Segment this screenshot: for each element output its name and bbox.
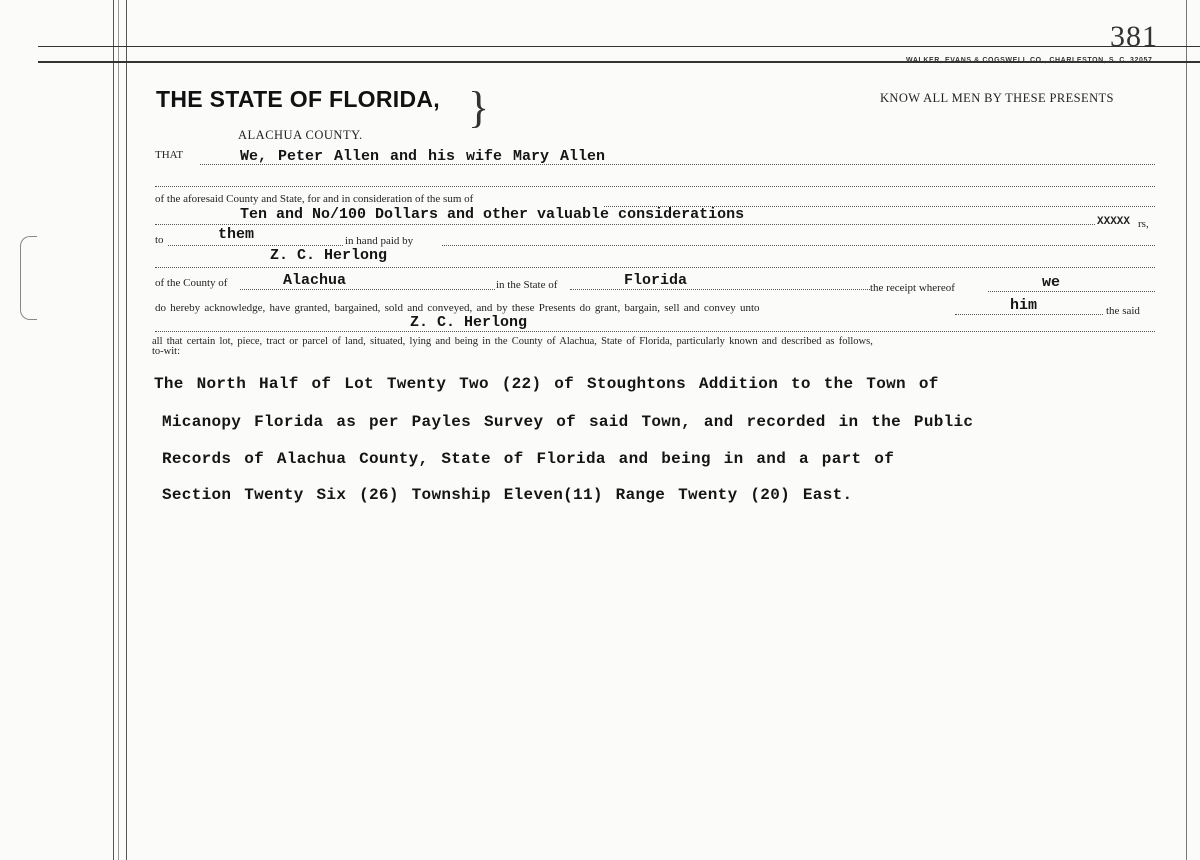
paid-by-dotted-line-2 <box>155 267 1155 268</box>
grantors-field: We, Peter Allen and his wife Mary Allen <box>240 148 606 165</box>
top-rule <box>38 46 1200 47</box>
consideration-label: of the aforesaid County and State, for and in consideration of the sum of <box>155 193 474 205</box>
printer-imprint: WALKER, EVANS & COGSWELL CO., CHARLESTON, S. C. 32057 <box>906 57 1153 64</box>
county-field: Alachua <box>283 272 347 289</box>
description-line-4: Section Twenty Six (26) Township Eleven(11) Range Twenty (20) East. <box>162 486 853 504</box>
grantee-field: Z. C. Herlong <box>410 314 528 331</box>
paid-by-dotted-line <box>442 245 1155 246</box>
consideration-field: Ten and No/100 Dollars and other valuable considerations <box>240 206 745 223</box>
blank-line <box>155 186 1155 187</box>
state-label: in the State of <box>496 279 558 291</box>
that-label: THAT <box>155 149 184 161</box>
receipt-field: we <box>1042 274 1061 291</box>
binder-hole <box>20 236 37 320</box>
know-all-men-heading: KNOW ALL MEN BY THESE PRESENTS <box>880 91 1114 105</box>
page-number: 381 <box>1110 20 1158 53</box>
left-margin-line-2 <box>118 0 119 860</box>
unto-field: him <box>1010 297 1038 314</box>
document-title: THE STATE OF FLORIDA, <box>156 86 440 112</box>
county-label: of the County of <box>155 277 228 289</box>
receipt-label: the receipt whereof <box>870 282 955 294</box>
county-heading: ALACHUA COUNTY. <box>238 128 363 142</box>
receipt-dotted-line <box>988 291 1155 292</box>
to-label: to <box>155 234 164 246</box>
paid-by-field: Z. C. Herlong <box>270 247 388 264</box>
county-dotted-line <box>240 289 495 290</box>
title-brace: } <box>468 83 490 132</box>
description-line-2: Micanopy Florida as per Payles Survey of said Town, and recorded in the Public <box>162 413 974 431</box>
grantee-dotted-line <box>155 331 1155 332</box>
dollars-suffix: rs, <box>1138 218 1149 230</box>
description-line-1: The North Half of Lot Twenty Two (22) of Stoughtons Addition to the Town of <box>154 375 939 393</box>
right-margin-line <box>1186 0 1187 860</box>
description-line-3: Records of Alachua County, State of Florida and being in and a part of <box>162 450 895 468</box>
to-field: them <box>218 226 255 243</box>
to-dotted-line <box>168 245 343 246</box>
consideration-dotted-line-2 <box>155 224 1095 225</box>
left-margin-line-3 <box>126 0 127 860</box>
acknowledge-text: do hereby acknowledge, have granted, bargained, sold and conveyed, and by these Presents do grant, bargain, sell and convey unto <box>155 302 760 314</box>
paid-by-label: in hand paid by <box>345 235 414 247</box>
xxxxx-strikeout: XXXXX <box>1097 216 1131 228</box>
the-said-label: the said <box>1106 305 1140 317</box>
unto-dotted-line <box>955 314 1103 315</box>
to-wit-label: to-wit: <box>152 346 180 357</box>
left-margin-line <box>113 0 114 860</box>
land-description-text: all that certain lot, piece, tract or parcel of land, situated, lying and being in the County of Alachua, State of Florida, particularly known and described as follows, <box>152 336 873 347</box>
state-field: Florida <box>624 272 688 289</box>
state-dotted-line <box>570 289 870 290</box>
